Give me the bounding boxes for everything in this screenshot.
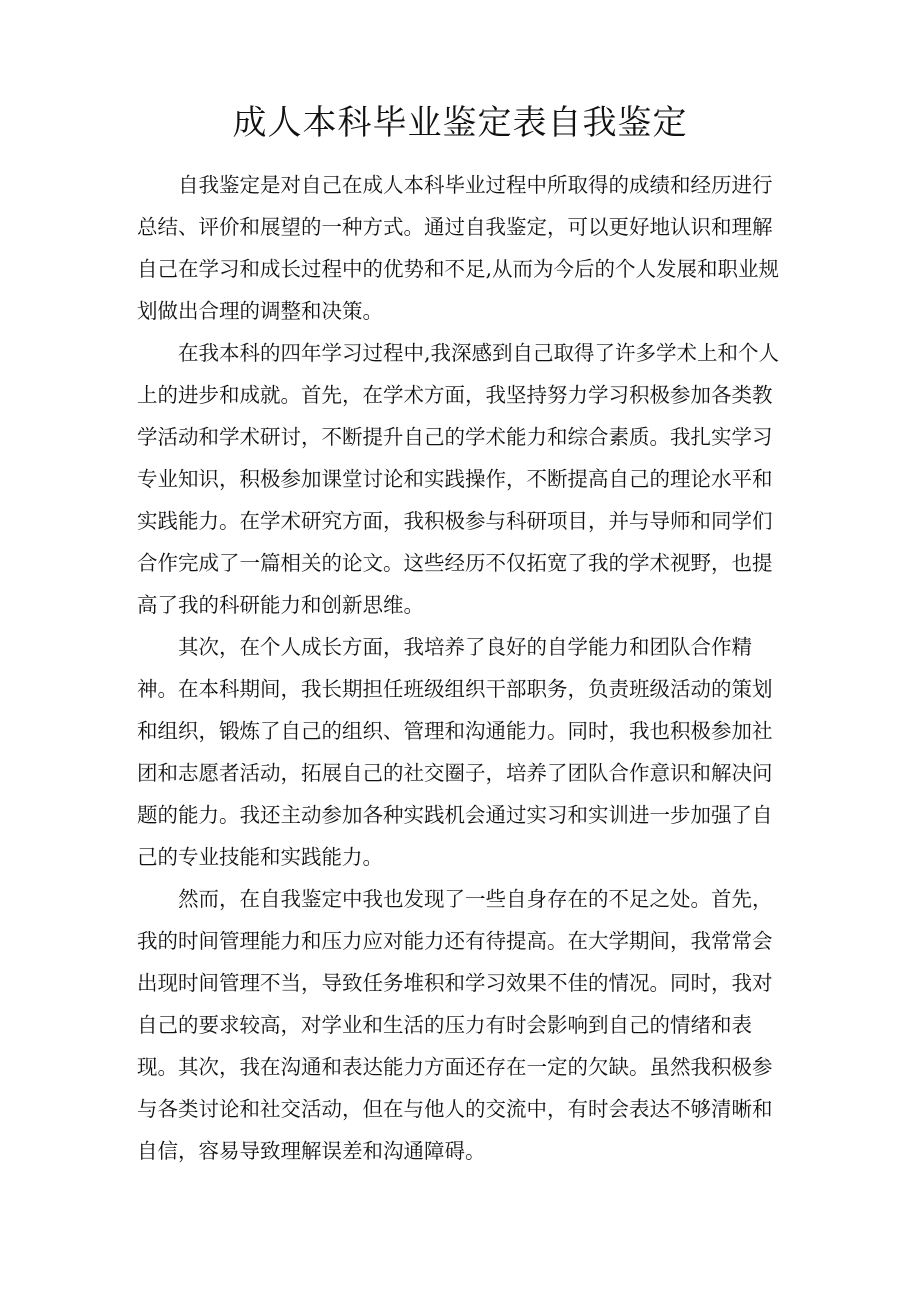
paragraph-personal-growth: 其次，在个人成长方面，我培养了良好的自学能力和团队合作精神。在本科期间，我长期担任班级组织干部职务，负责班级活动的策划和组织，锻炼了自己的组织、管理和沟通能力。同时，我也积极参加社团和志愿者活动，拓展自己的社交圈子，培养了团队合作意识和解决问题的能力。我还主动参加各种实践机会通过实习和实训进一步加强了自己的专业技能和实践能力。 (137, 635, 773, 869)
paragraph-introduction: 自我鉴定是对自己在成人本科毕业过程中所取得的成绩和经历进行总结、评价和展望的一种方式。通过自我鉴定，可以更好地认识和理解自己在学习和成长过程中的优势和不足,从而为今后的个人发展和职业规划做出合理的调整和决策。 (137, 173, 780, 323)
paragraph-shortcomings: 然而，在自我鉴定中我也发现了一些自身存在的不足之处。首先，我的时间管理能力和压力应对能力还有待提高。在大学期间，我常常会出现时间管理不当，导致任务堆积和学习效果不佳的情况。同时，我对自己的要求较高，对学业和生活的压力有时会影响到自己的情绪和表现。其次，我在沟通和表达能力方面还存在一定的欠缺。虽然我积极参与各类讨论和社交活动，但在与他人的交流中，有时会表达不够清晰和自信，容易导致理解误差和沟通障碍。 (137, 887, 773, 1163)
paragraph-academic-progress: 在我本科的四年学习过程中,我深感到自己取得了许多学术上和个人上的进步和成就。首先，在学术方面，我坚持努力学习积极参加各类教学活动和学术研讨，不断提升自己的学术能力和综合素质。我扎实学习专业知识，积极参加课堂讨论和实践操作，不断提高自己的理论水平和实践能力。在学术研究方面，我积极参与科研项目，并与导师和同学们合作完成了一篇相关的论文。这些经历不仅拓宽了我的学术视野，也提高了我的科研能力和创新思维。 (137, 341, 780, 617)
document-title: 成人本科毕业鉴定表自我鉴定 (232, 103, 688, 143)
document-body (137, 164, 787, 1172)
